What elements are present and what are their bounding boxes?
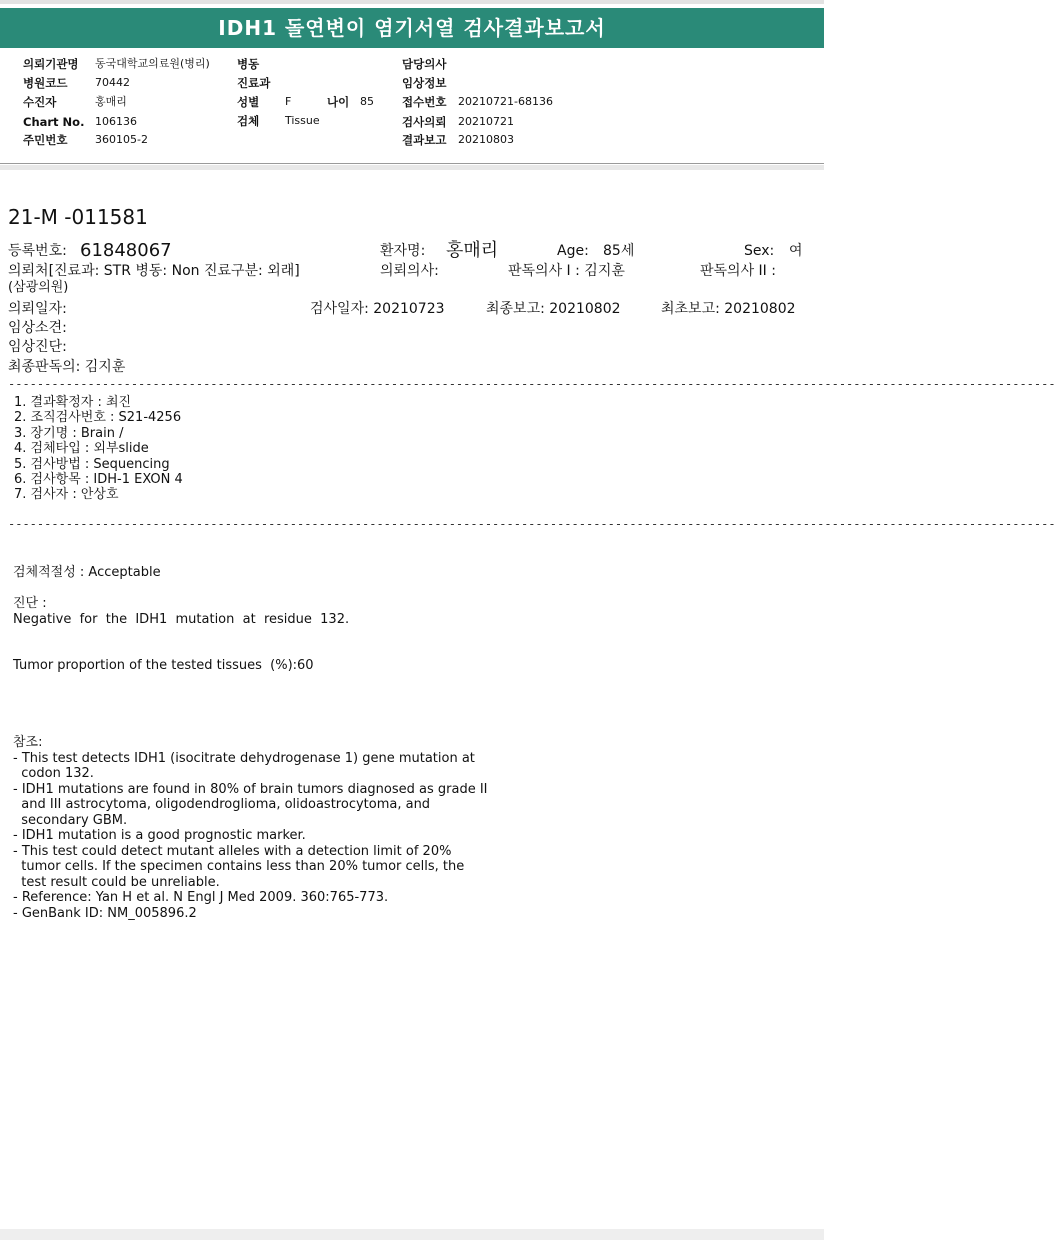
reg-value: 61848067 [80, 240, 172, 261]
request-label: 검사의뢰 [402, 115, 447, 129]
result-report-label: 결과보고 [402, 133, 447, 147]
final-reader: 최종판독의: 김지훈 [8, 359, 126, 375]
list-item: test result could be unreliable. [13, 874, 220, 890]
header-bottom-band [0, 165, 824, 170]
patient-name-label: 환자명: [380, 243, 426, 259]
exam-items [14, 395, 183, 503]
list-item: 2. 조직검사번호 : S21-4256 [14, 410, 182, 426]
dashed-divider-top: ------------------------------------------------------------------------------------------------------------------------------------------------- [8, 377, 1056, 391]
reg-label: 등록번호: [8, 243, 67, 259]
list-item: secondary GBM. [13, 812, 128, 828]
rrn-value: 360105-2 [95, 133, 148, 146]
list-item: codon 132. [13, 766, 94, 781]
clinical-info-label: 임상정보 [402, 76, 447, 90]
dashed-divider-bottom: ------------------------------------------------------------------------------------------------------------------------------------------------- [8, 517, 1056, 531]
dept-label: 진료과 [237, 76, 271, 90]
referrer-line: 의뢰처[진료과: STR 병동: Non 진료구분: 외래] [8, 263, 300, 279]
doctor-label: 담당의사 [402, 57, 447, 71]
age-label: 나이 [327, 95, 350, 109]
result-report-value: 20210803 [458, 133, 514, 146]
report-sex-value: 여 [789, 243, 803, 259]
final-report-date: 최종보고: 20210802 [486, 301, 621, 317]
references [13, 735, 488, 921]
list-item: - This test detects IDH1 (isocitrate dehydrogenase 1) gene mutation at [13, 750, 475, 766]
list-item: - IDH1 mutation is a good prognostic marker. [13, 828, 306, 843]
receipt-label: 접수번호 [402, 95, 447, 109]
list-item: - Reference: Yan H et al. N Engl J Med 2009. 360:765-773. [13, 890, 389, 905]
top-border [0, 0, 824, 4]
clinical-diagnosis: 임상진단: [8, 339, 67, 355]
header-divider [0, 163, 824, 164]
diagnosis-label: 진단 : [13, 596, 47, 611]
sex-label: 성별 [237, 95, 260, 109]
institution-value: 동국대학교의료원(병리) [95, 57, 210, 70]
list-item: 4. 검체타입 : 외부slide [14, 441, 149, 457]
patient-name-value: 홍매리 [446, 240, 499, 261]
referrer-sub: (삼광의원) [8, 280, 69, 295]
chart-value: 106136 [95, 115, 137, 128]
report-age-label: Age: [557, 243, 589, 259]
list-item: 6. 검사항목 : IDH-1 EXON 4 [14, 472, 183, 488]
request-value: 20210721 [458, 115, 514, 128]
specimen-label: 검체 [237, 114, 260, 128]
footer-band [0, 1229, 824, 1240]
list-item: 5. 검사방법 : Sequencing [14, 456, 170, 472]
clinical-findings: 임상소견: [8, 320, 67, 336]
list-item: - This test could detect mutant alleles with a detection limit of 20% [13, 843, 452, 859]
rrn-label: 주민번호 [23, 133, 68, 147]
age-value: 85 [360, 95, 374, 108]
report-sex-label: Sex: [744, 243, 775, 259]
first-report-date: 최초보고: 20210802 [661, 301, 796, 317]
patient-label: 수진자 [23, 95, 57, 109]
institution-label: 의뢰기관명 [23, 57, 79, 71]
chart-label: Chart No. [23, 115, 85, 129]
exam-date: 검사일자: 20210723 [310, 301, 445, 317]
specimen-adequacy: 검체적절성 : Acceptable [13, 565, 161, 580]
reader-2: 판독의사 II : [700, 263, 776, 279]
list-item: tumor cells. If the specimen contains less than 20% tumor cells, the [13, 859, 465, 874]
case-number: 21-M -011581 [8, 205, 148, 229]
referring-doctor: 의뢰의사: [380, 263, 439, 279]
list-item: 7. 검사자 : 안상호 [14, 487, 119, 503]
request-date: 의뢰일자: [8, 301, 67, 317]
list-item: and III astrocytoma, oligodendroglioma, olidoastrocytoma, and [13, 797, 431, 812]
tumor-proportion: Tumor proportion of the tested tissues (%):60 [13, 658, 314, 673]
specimen-value: Tissue [285, 114, 320, 127]
receipt-value: 20210721-68136 [458, 95, 553, 108]
list-item: 1. 결과확정자 : 최진 [14, 395, 132, 410]
reader-1: 판독의사 I : 김지훈 [508, 263, 625, 279]
report-title: IDH1 돌연변이 염기서열 검사결과보고서 [0, 8, 824, 48]
hospital-code-label: 병원코드 [23, 76, 68, 90]
list-item: - IDH1 mutations are found in 80% of brain tumors diagnosed as grade II [13, 781, 488, 797]
sex-value: F [285, 95, 292, 108]
hospital-code-value: 70442 [95, 76, 130, 89]
references-title: 참조: [13, 735, 43, 750]
list-item: 3. 장기명 : Brain / [14, 425, 124, 441]
list-item: - GenBank ID: NM_005896.2 [13, 905, 197, 921]
report-age-value: 85세 [603, 243, 635, 259]
patient-value: 홍매리 [95, 95, 127, 108]
ward-label: 병동 [237, 57, 260, 71]
diagnosis-text: Negative for the IDH1 mutation at residue 132. [13, 612, 350, 627]
